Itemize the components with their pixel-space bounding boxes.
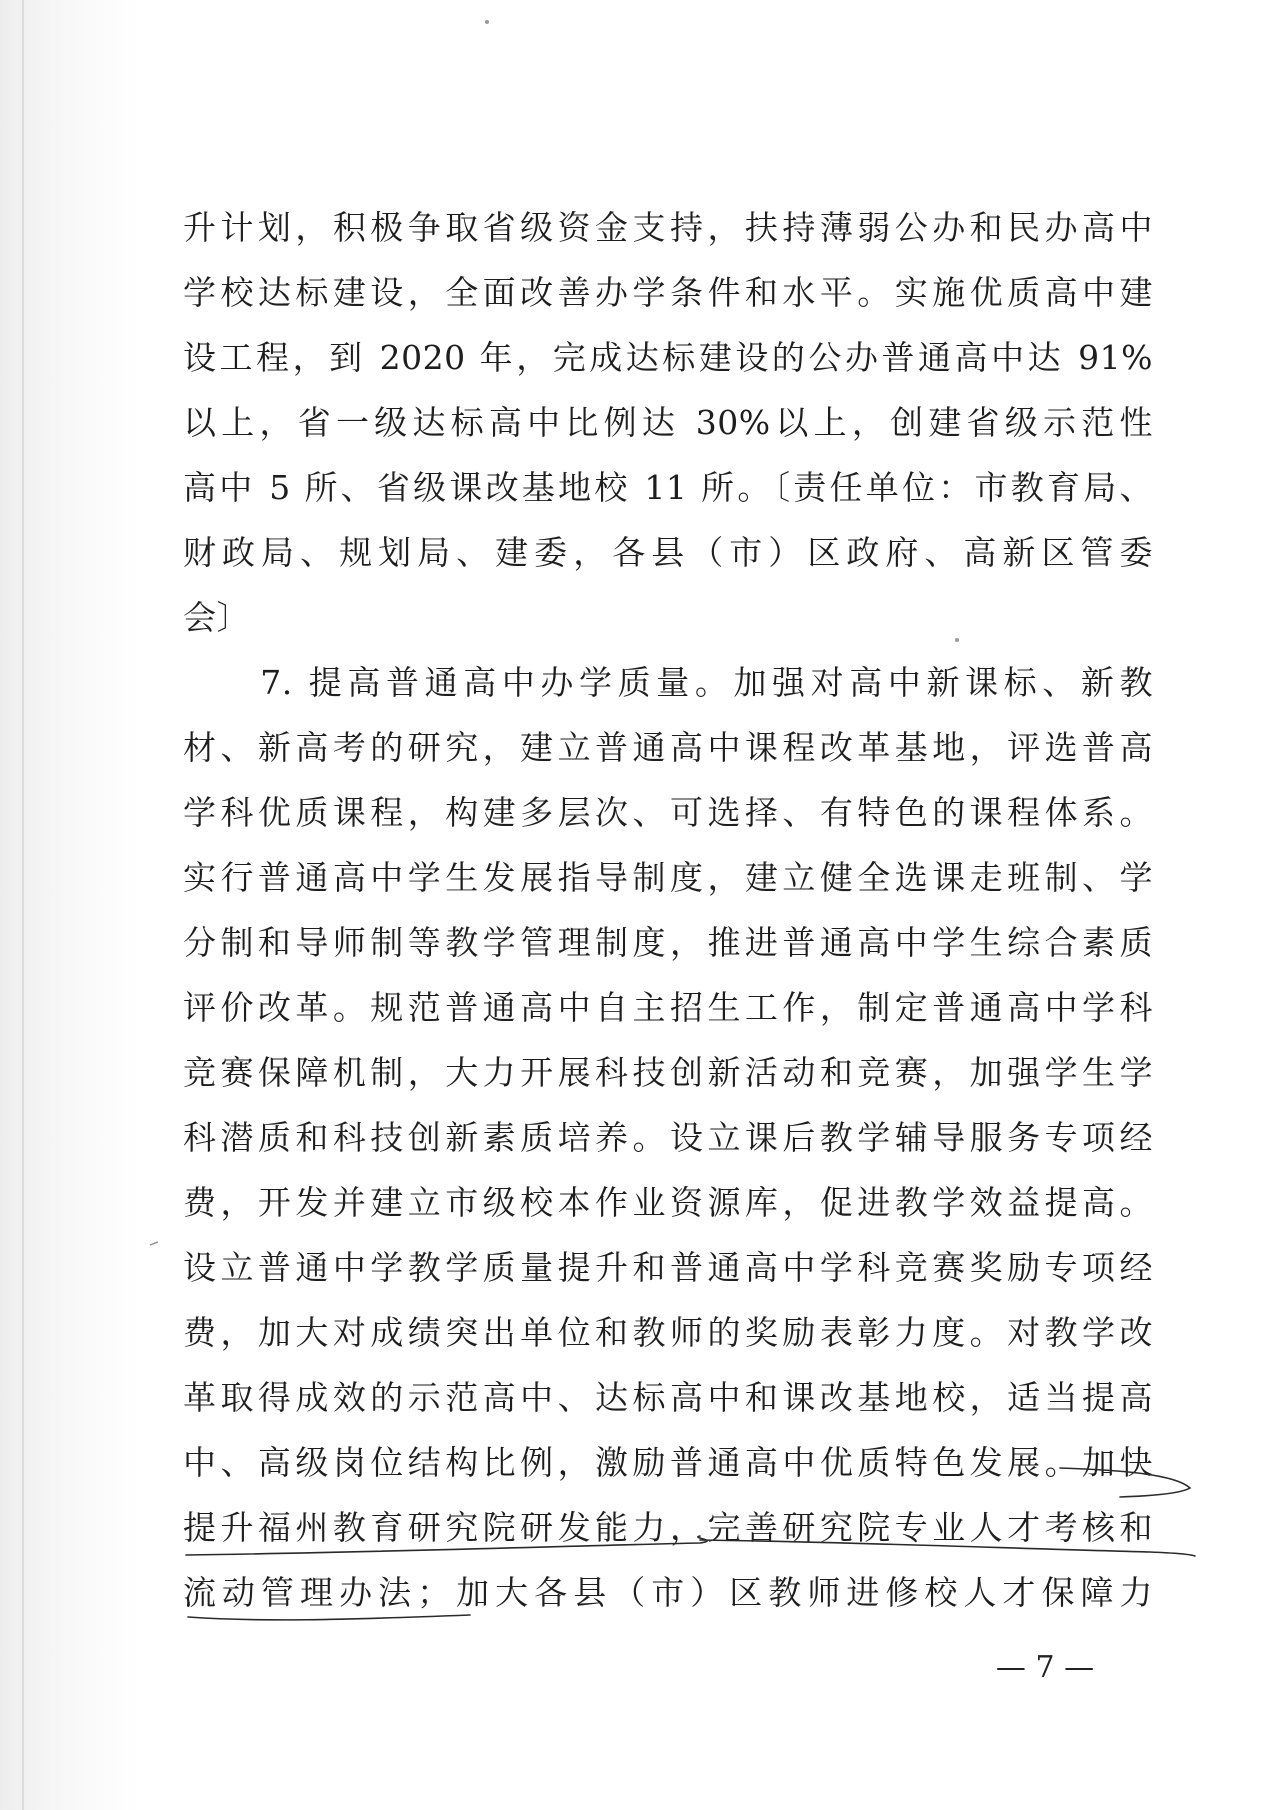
text-line: 革取得成效的示范高中、达标高中和课改基地校，适当提高 (183, 1378, 1153, 1417)
text-line: 科潜质和科技创新素质培养。设立课后教学辅导服务专项经 (183, 1118, 1153, 1157)
text-line: 中、高级岗位结构比例，激励普通高中优质特色发展。加快 (183, 1443, 1153, 1482)
text-line: 7. 提高普通高中办学质量。加强对高中新课标、新教 (183, 663, 1153, 702)
text-line: 竞赛保障机制，大力开展科技创新活动和竞赛，加强学生学 (183, 1053, 1153, 1092)
text-line: 高中 5 所、省级课改基地校 11 所。〔责任单位：市教育局、 (183, 468, 1153, 507)
speck-3 (150, 1242, 158, 1245)
text-line: 学科优质课程，构建多层次、可选择、有特色的课程体系。 (183, 793, 1153, 832)
text-line: 设工程，到 2020 年，完成达标建设的公办普通高中达 91% (183, 338, 1153, 377)
text-line: 实行普通高中学生发展指导制度，建立健全选课走班制、学 (183, 858, 1153, 897)
text-line: 升计划，积极争取省级资金支持，扶持薄弱公办和民办高中 (183, 208, 1153, 247)
page-fold-shadow (22, 0, 24, 1810)
text-line: 费，开发并建立市级校本作业资源库，促进教学效益提高。 (183, 1183, 1153, 1222)
text-line: 材、新高考的研究，建立普通高中课程改革基地，评选普高 (183, 728, 1153, 767)
text-line: 分制和导师制等教学管理制度，推进普通高中学生综合素质 (183, 923, 1153, 962)
text-line: 学校达标建设，全面改善办学条件和水平。实施优质高中建 (183, 273, 1153, 312)
speck-1 (485, 20, 489, 24)
text-line: 流动管理办法；加大各县（市）区教师进修校人才保障力 (183, 1573, 1153, 1612)
text-line: 财政局、规划局、建委，各县（市）区政府、高新区管委 (183, 533, 1153, 572)
body-text (183, 195, 1153, 1625)
text-line: 以上，省一级达标高中比例达 30%以上，创建省级示范性 (183, 403, 1153, 442)
text-line: 会〕 (183, 598, 250, 637)
text-line: 评价改革。规范普通高中自主招生工作，制定普通高中学科 (183, 988, 1153, 1027)
page-number: — 7 — (995, 1650, 1095, 1685)
text-line: 费，加大对成绩突出单位和教师的奖励表彰力度。对教学改 (183, 1313, 1153, 1352)
text-line: 设立普通中学教学质量提升和普通高中学科竞赛奖励专项经 (183, 1248, 1153, 1287)
text-line: 提升福州教育研究院研发能力，完善研究院专业人才考核和 (183, 1508, 1153, 1547)
